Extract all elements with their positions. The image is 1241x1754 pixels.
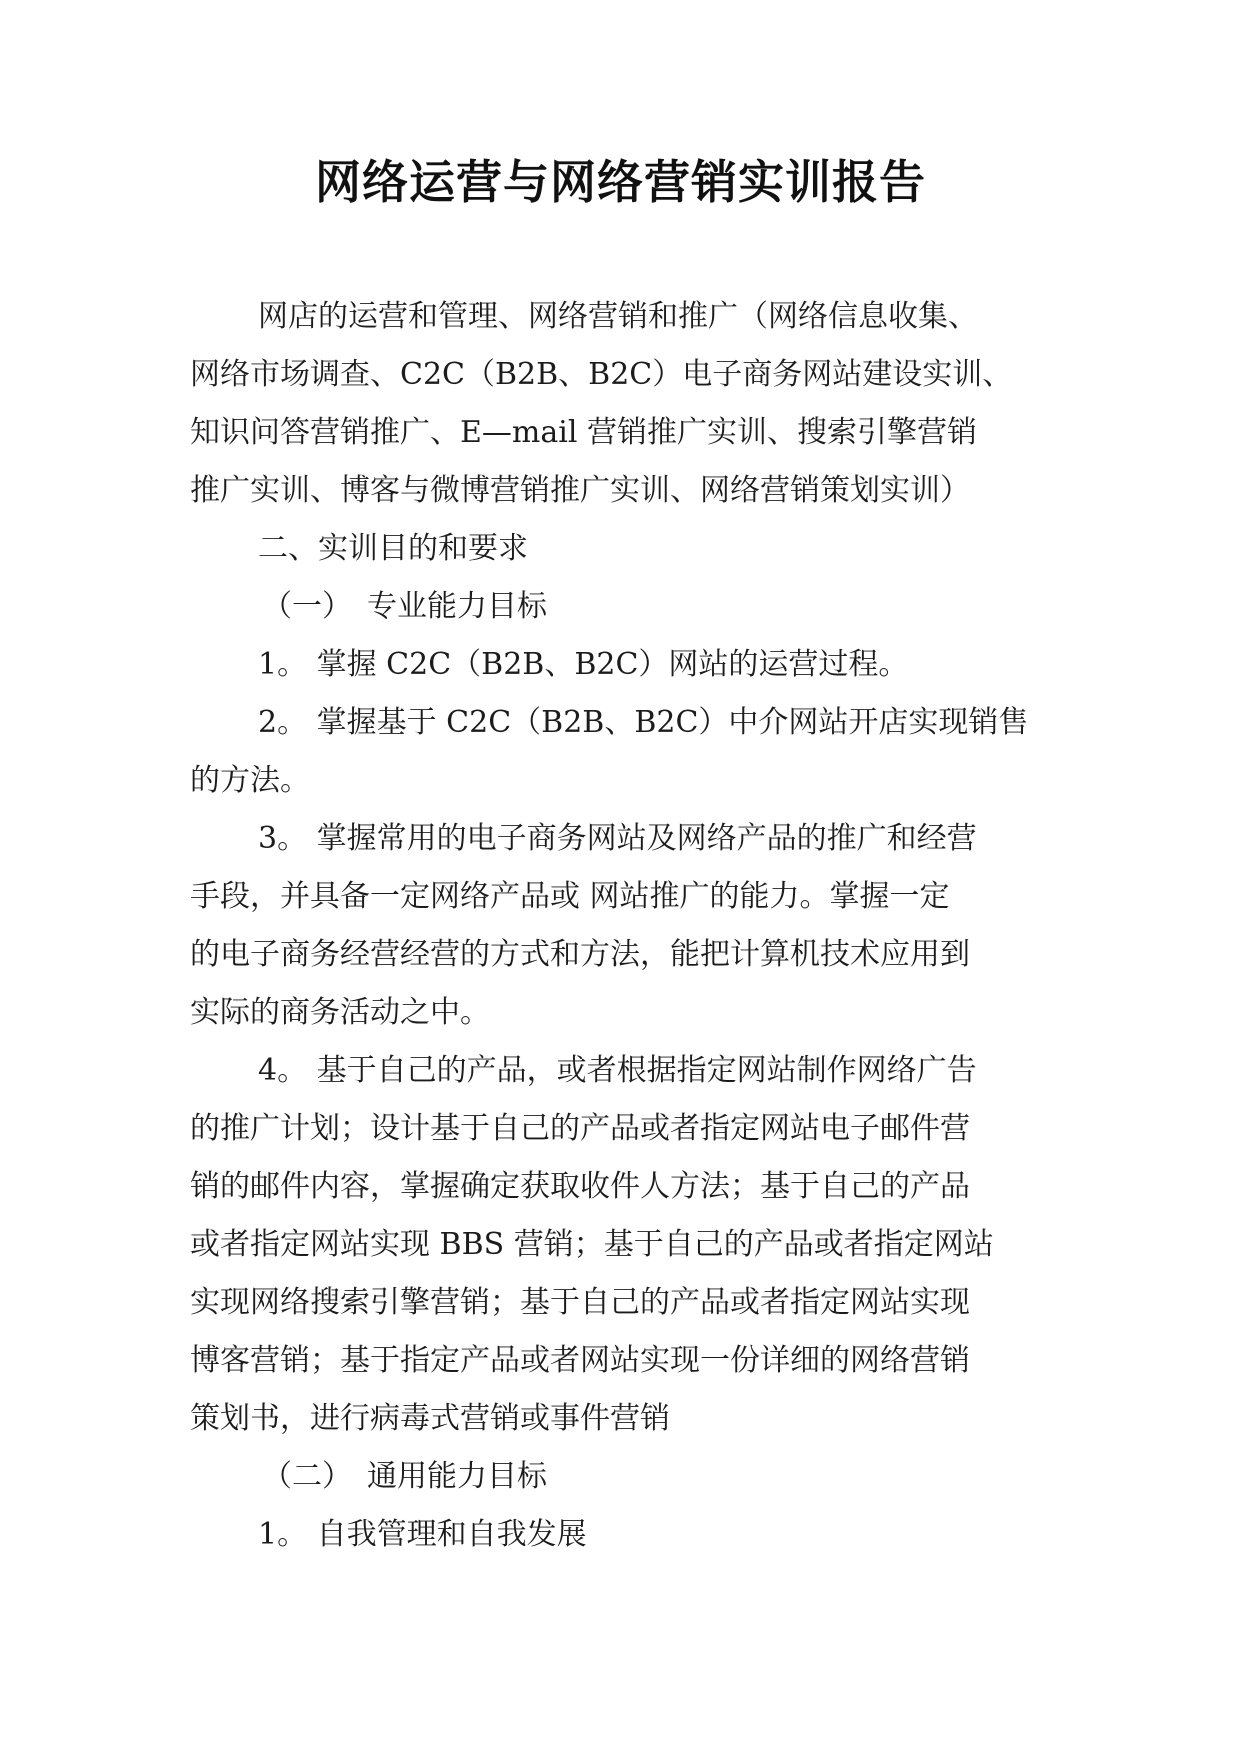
subsection-heading: （一） 专业能力目标 [262, 589, 547, 624]
list-item: 4。 基于自己的产品，或者根据指定网站制作网络广告 [258, 1053, 977, 1088]
list-item-continuation: 实现网络搜索引擎营销；基于自己的产品或者指定网站实现 [190, 1285, 970, 1320]
list-item: 1。 掌握 C2C（B2B、B2C）网站的运营过程。 [258, 647, 909, 682]
list-item-continuation: 手段，并具备一定网络产品或 网站推广的能力。掌握一定 [190, 879, 950, 914]
paragraph-intro-line: 知识问答营销推广、E—mail 营销推广实训、搜索引擎营销 [190, 415, 977, 450]
list-item-continuation: 的方法。 [190, 763, 310, 798]
section-heading: 二、实训目的和要求 [258, 531, 528, 566]
document-body [190, 288, 1070, 1564]
list-item-continuation: 的推广计划；设计基于自己的产品或者指定网站电子邮件营 [190, 1111, 970, 1146]
paragraph-intro-line: 网店的运营和管理、网络营销和推广（网络信息收集、 [258, 299, 978, 334]
subsection-heading: （二） 通用能力目标 [262, 1459, 547, 1494]
list-item: 1。 自我管理和自我发展 [258, 1517, 587, 1552]
document-title: 网络运营与网络营销实训报告 [315, 155, 926, 209]
list-item: 3。 掌握常用的电子商务网站及网络产品的推广和经营 [258, 821, 977, 856]
list-item-continuation: 博客营销；基于指定产品或者网站实现一份详细的网络营销 [190, 1343, 970, 1378]
list-item: 2。 掌握基于 C2C（B2B、B2C）中介网站开店实现销售 [258, 705, 1029, 740]
list-item-continuation: 实际的商务活动之中。 [190, 995, 490, 1030]
list-item-continuation: 的电子商务经营经营的方式和方法，能把计算机技术应用到 [190, 937, 970, 972]
list-item-continuation: 或者指定网站实现 BBS 营销；基于自己的产品或者指定网站 [190, 1227, 994, 1262]
paragraph-intro-line: 网络市场调查、C2C（B2B、B2C）电子商务网站建设实训、 [190, 357, 1013, 392]
list-item-continuation: 销的邮件内容，掌握确定获取收件人方法；基于自己的产品 [190, 1169, 970, 1204]
list-item-continuation: 策划书，进行病毒式营销或事件营销 [190, 1401, 670, 1436]
paragraph-intro-line: 推广实训、博客与微博营销推广实训、网络营销策划实训） [190, 473, 970, 508]
